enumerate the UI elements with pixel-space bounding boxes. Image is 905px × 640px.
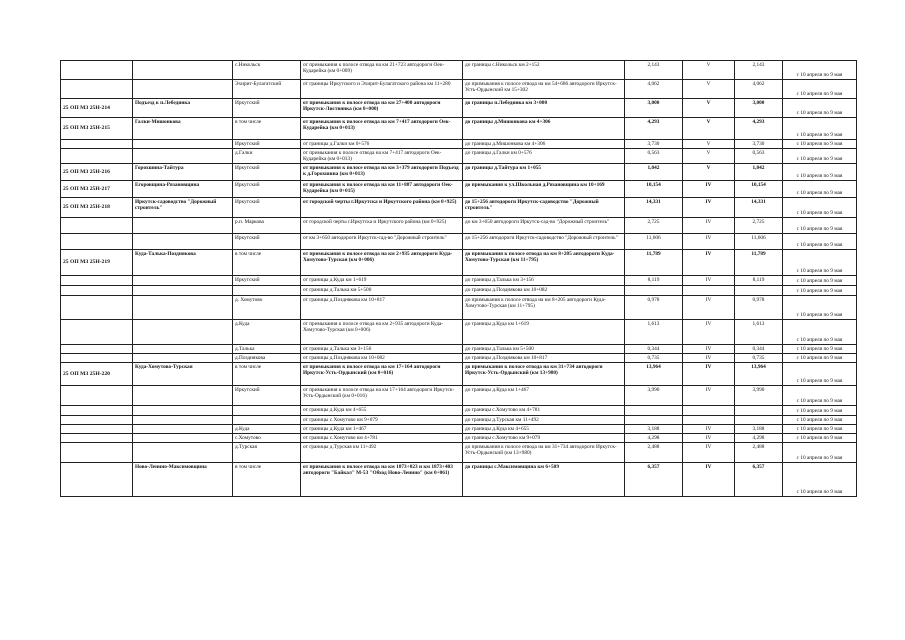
total-length-cell: 0,344 <box>735 345 783 354</box>
road-category-cell <box>683 286 735 296</box>
restriction-period-cell: с 10 апреля по 9 мая <box>783 463 857 497</box>
table-row <box>61 80 857 99</box>
district-cell: Иркутский <box>233 386 301 406</box>
road-category-cell: V <box>683 61 735 80</box>
table-row <box>61 434 857 443</box>
road-code-cell: 25 ОП МЗ 25Н-220 <box>61 363 133 386</box>
road-name-cell <box>133 416 233 425</box>
road-category-cell: IV <box>683 463 735 497</box>
restriction-period-cell: с 10 апреля по 9 мая <box>783 320 857 345</box>
length-km-cell <box>625 286 683 296</box>
road-category-cell: V <box>683 149 735 164</box>
road-name-cell <box>133 434 233 443</box>
segment-end-cell: до км 3+650 автодороги Иркутск-сад-во "Дорожный строитель" <box>463 218 625 234</box>
restriction-period-cell: с 10 апреля по 9 мая <box>783 99 857 118</box>
total-length-cell: 3,188 <box>735 425 783 434</box>
district-cell: р.п. Маркова <box>233 218 301 234</box>
segment-end-cell: до границы д.Куда км 4+655 <box>463 425 625 434</box>
road-name-cell <box>133 80 233 99</box>
table-row <box>61 416 857 425</box>
length-km-cell: 3,188 <box>625 425 683 434</box>
length-km-cell: 3,730 <box>625 140 683 149</box>
table-row <box>61 140 857 149</box>
total-length-cell: 2,725 <box>735 218 783 234</box>
restriction-period-cell: с 10 апреля по 9 мая <box>783 296 857 320</box>
segment-end-cell: до границы д.Галки км 0+576 <box>463 149 625 164</box>
length-km-cell: 2,143 <box>625 61 683 80</box>
segment-end-cell: до границы д.Куда км 1+467 <box>463 386 625 406</box>
road-name-cell <box>133 345 233 354</box>
total-length-cell: 2,488 <box>735 443 783 463</box>
length-km-cell: 0,344 <box>625 345 683 354</box>
segment-end-cell: до границы д.Тайтура км 1+055 <box>463 164 625 181</box>
road-category-cell: IV <box>683 296 735 320</box>
restriction-period-cell: с 10 апреля по 9 мая <box>783 286 857 296</box>
district-cell: в том числе <box>233 363 301 386</box>
district-cell: в том числе <box>233 463 301 497</box>
total-length-cell: 3,730 <box>735 140 783 149</box>
table-row <box>61 250 857 276</box>
segment-start-cell: от примыкания к полосе отвода на км 21+723 автодороги Оек-Кударейка (км 0+009) <box>301 61 463 80</box>
segment-end-cell: до границы с.Хомутово км 4+781 <box>463 406 625 416</box>
road-code-cell <box>61 425 133 434</box>
segment-start-cell: от примыкания к полосе отвода на км 11+887 автодороги Оек-Кударейка (км 0+015) <box>301 181 463 198</box>
road-category-cell: V <box>683 140 735 149</box>
segment-start-cell: от границы д.Талька км 5+500 <box>301 286 463 296</box>
table-row <box>61 443 857 463</box>
restriction-period-cell: с 10 апреля по 9 мая <box>783 198 857 218</box>
segment-end-cell: до 15+256 автодороги Иркутск-садоводство "Дорожный строитель" <box>463 234 625 250</box>
restriction-period-cell: с 10 апреля по 9 мая <box>783 425 857 434</box>
length-km-cell <box>625 416 683 425</box>
segment-start-cell: от городской черты г.Иркутска и Иркутского района (км 0+925) <box>301 218 463 234</box>
district-cell <box>233 416 301 425</box>
road-name-cell <box>133 276 233 286</box>
segment-start-cell: от границы д.Куда км 1+467 <box>301 425 463 434</box>
segment-start-cell: от границы д.Куда км 1+619 <box>301 276 463 286</box>
table-row <box>61 320 857 345</box>
road-code-cell <box>61 463 133 497</box>
length-km-cell: 6,357 <box>625 463 683 497</box>
segment-start-cell: от примыкания к полосе отвода на км 2+935 автодороги Куда-Хомутово-Турская (км 0+006) <box>301 320 463 345</box>
road-code-cell: 25 ОП МЗ 25Н-215 <box>61 118 133 140</box>
road-code-cell: 25 ОП МЗ 25Н-218 <box>61 198 133 218</box>
segment-end-cell: до границы д.Мишонкова км 4+306 <box>463 118 625 140</box>
segment-end-cell: до примыкания к полосе отвода на км 54+686 автодороги Иркутск-Усть-Ордынский км 15+302 <box>463 80 625 99</box>
total-length-cell <box>735 416 783 425</box>
restriction-period-cell: с 10 апреля по 9 мая <box>783 218 857 234</box>
district-cell: Иркутский <box>233 198 301 218</box>
restriction-period-cell: с 10 апреля по 9 мая <box>783 234 857 250</box>
total-length-cell: 1,613 <box>735 320 783 345</box>
length-km-cell: 2,488 <box>625 443 683 463</box>
length-km-cell: 2,725 <box>625 218 683 234</box>
total-length-cell: 11,789 <box>735 250 783 276</box>
total-length-cell: 8,119 <box>735 276 783 286</box>
road-category-cell <box>683 406 735 416</box>
length-km-cell: 3,990 <box>625 386 683 406</box>
length-km-cell <box>625 406 683 416</box>
road-category-cell: V <box>683 118 735 140</box>
road-name-cell: Подъезд к п.Лебединка <box>133 99 233 118</box>
restriction-period-cell: с 10 апреля по 9 мая <box>783 61 857 80</box>
segment-start-cell: от примыкания к полосе отвода на км 17+164 автодороги Иркутск-Усть-Ордынский (км 0+016) <box>301 363 463 386</box>
road-code-cell <box>61 345 133 354</box>
total-length-cell: 4,062 <box>735 80 783 99</box>
restriction-period-cell: с 10 апреля по 9 мая <box>783 354 857 363</box>
table-row <box>61 99 857 118</box>
segment-start-cell: от примыкания к полосе отвода на км 7+417 автодороги Оек-Кударейка (км 0+013) <box>301 118 463 140</box>
segment-end-cell: до границы д.Позднякова км 10+817 <box>463 354 625 363</box>
segment-start-cell: от примыкания к полосе отвода на км 2+935 автодороги Куда-Хомутово-Турская (км 0+006) <box>301 250 463 276</box>
road-name-cell <box>133 354 233 363</box>
road-category-cell: V <box>683 99 735 118</box>
road-name-cell: Ново-Ленино-Максимовщина <box>133 463 233 497</box>
segment-end-cell: до примыкания к полосе отвода на км 8+205 автодороги Куда-Хомутово-Турская (км 11+795) <box>463 296 625 320</box>
district-cell: в том числе <box>233 118 301 140</box>
total-length-cell: 13,964 <box>735 363 783 386</box>
segment-start-cell: от примыкания к полосе отвода на км 1873+023 и км 1873+403 автодороги "Байкал" М-53 "Обход Ново-Ленино" (км 0+061) <box>301 463 463 497</box>
total-length-cell: 14,331 <box>735 198 783 218</box>
total-length-cell <box>735 286 783 296</box>
road-code-cell <box>61 80 133 99</box>
road-category-cell: IV <box>683 425 735 434</box>
road-code-cell <box>61 354 133 363</box>
road-name-cell <box>133 443 233 463</box>
road-name-cell: Иркутск-садоводство "Дорожный строитель" <box>133 198 233 218</box>
district-cell: Иркутский <box>233 140 301 149</box>
district-cell: Иркутский <box>233 276 301 286</box>
road-name-cell <box>133 234 233 250</box>
restriction-period-cell: с 10 апреля по 9 мая <box>783 118 857 140</box>
length-km-cell: 10,154 <box>625 181 683 198</box>
segment-end-cell: до границы д.Мишонкова км 4+306 <box>463 140 625 149</box>
district-cell <box>233 286 301 296</box>
road-name-cell: Куда-Талька-Позднякова <box>133 250 233 276</box>
district-cell: д.Турская <box>233 443 301 463</box>
road-code-cell <box>61 320 133 345</box>
restriction-period-cell: с 10 апреля по 9 мая <box>783 149 857 164</box>
road-category-cell: IV <box>683 386 735 406</box>
road-name-cell <box>133 406 233 416</box>
road-name-cell <box>133 296 233 320</box>
road-code-cell: 25 ОП МЗ 25Н-214 <box>61 99 133 118</box>
table-row <box>61 181 857 198</box>
total-length-cell <box>735 406 783 416</box>
table-row <box>61 345 857 354</box>
road-category-cell <box>683 416 735 425</box>
restriction-period-cell: с 10 апреля по 9 мая <box>783 386 857 406</box>
road-code-cell: 25 ОП МЗ 25Н-219 <box>61 250 133 276</box>
road-code-cell <box>61 416 133 425</box>
table-row <box>61 286 857 296</box>
district-cell: с.Хомутово <box>233 434 301 443</box>
road-code-cell <box>61 434 133 443</box>
district-cell: д.Позднякова <box>233 354 301 363</box>
table-row <box>61 198 857 218</box>
road-name-cell <box>133 386 233 406</box>
road-category-cell: IV <box>683 181 735 198</box>
road-code-cell <box>61 149 133 164</box>
segment-end-cell: до границы д.Позднякова км 10+082 <box>463 286 625 296</box>
road-category-cell: IV <box>683 443 735 463</box>
table-row <box>61 61 857 80</box>
road-name-cell: Горохшина-Тайтура <box>133 164 233 181</box>
segment-start-cell: от границы Иркутского и Эхирит-Булагатского района км 11+280 <box>301 80 463 99</box>
road-code-cell <box>61 386 133 406</box>
segment-start-cell: от границы д.Позднякова км 10+082 <box>301 354 463 363</box>
district-cell: д.Куда <box>233 320 301 345</box>
road-category-cell: IV <box>683 276 735 286</box>
length-km-cell: 4,298 <box>625 434 683 443</box>
district-cell: с.Никольск <box>233 61 301 80</box>
road-category-cell: IV <box>683 320 735 345</box>
district-cell: в том числе <box>233 250 301 276</box>
total-length-cell: 0,735 <box>735 354 783 363</box>
road-code-cell <box>61 234 133 250</box>
road-category-cell: IV <box>683 198 735 218</box>
length-km-cell: 0,735 <box>625 354 683 363</box>
restriction-period-cell: с 10 апреля по 9 мая <box>783 363 857 386</box>
segment-start-cell: от границы д.Галки км 0+576 <box>301 140 463 149</box>
road-name-cell <box>133 149 233 164</box>
length-km-cell: 1,042 <box>625 164 683 181</box>
district-cell: д.Куда <box>233 425 301 434</box>
road-category-cell: IV <box>683 250 735 276</box>
restriction-period-cell: с 10 апреля по 9 мая <box>783 80 857 99</box>
road-name-cell <box>133 425 233 434</box>
total-length-cell: 6,357 <box>735 463 783 497</box>
road-category-cell: IV <box>683 354 735 363</box>
road-code-cell <box>61 218 133 234</box>
segment-end-cell: до примыкания к полосе отвода на км 31+734 автодороги Иркутск-Усть-Ордынский (км 13+980) <box>463 443 625 463</box>
district-cell: д. Хомутово <box>233 296 301 320</box>
segment-end-cell: до границы д.Талька км 3+156 <box>463 276 625 286</box>
road-name-cell <box>133 140 233 149</box>
road-restrictions-table <box>60 60 857 497</box>
length-km-cell: 0,978 <box>625 296 683 320</box>
length-km-cell: 11,606 <box>625 234 683 250</box>
segment-end-cell: до примыкания к полосе отвода на км 31+734 автодороги Иркутск-Усть-Ордынский (км 13+980) <box>463 363 625 386</box>
segment-start-cell: от границы д.Позднякова км 10+817 <box>301 296 463 320</box>
segment-end-cell: до границы д.Талька км 5+500 <box>463 345 625 354</box>
road-category-cell: IV <box>683 434 735 443</box>
segment-start-cell: от границы с.Хомутово км 4+781 <box>301 434 463 443</box>
restriction-period-cell: с 10 апреля по 9 мая <box>783 443 857 463</box>
length-km-cell: 4,062 <box>625 80 683 99</box>
segment-end-cell: до границы с.Никольск км 2+152 <box>463 61 625 80</box>
segment-end-cell: до границы д.Куда км 1+619 <box>463 320 625 345</box>
table-row <box>61 118 857 140</box>
road-category-cell: IV <box>683 345 735 354</box>
segment-end-cell: до границы с.Хомутово км 9+079 <box>463 434 625 443</box>
road-category-cell: IV <box>683 363 735 386</box>
segment-start-cell: от примыкания к полосе отвода на км 27+400 автодороги Иркутск-Листвянка (км 0+000) <box>301 99 463 118</box>
road-category-cell: V <box>683 80 735 99</box>
table-row <box>61 234 857 250</box>
table-row <box>61 425 857 434</box>
table-row <box>61 363 857 386</box>
restriction-period-cell: с 10 апреля по 9 мая <box>783 434 857 443</box>
total-length-cell: 3,990 <box>735 386 783 406</box>
district-cell: д.Галки <box>233 149 301 164</box>
district-cell: Эхирит-Булагатский <box>233 80 301 99</box>
total-length-cell: 1,042 <box>735 164 783 181</box>
road-code-cell <box>61 296 133 320</box>
road-category-cell: IV <box>683 218 735 234</box>
road-code-cell <box>61 406 133 416</box>
segment-start-cell: от км 3+650 автодороги Иркутск-сад-во "Дорожный строитель" <box>301 234 463 250</box>
road-code-cell: 25 ОП МЗ 25Н-216 <box>61 164 133 181</box>
road-code-cell <box>61 286 133 296</box>
total-length-cell: 3,000 <box>735 99 783 118</box>
table-row <box>61 406 857 416</box>
segment-end-cell: до примыкания к ул.Школьная д.Рязановщина км 10+169 <box>463 181 625 198</box>
total-length-cell: 0,563 <box>735 149 783 164</box>
segment-end-cell: до границы п.Лебединка км 3+000 <box>463 99 625 118</box>
document-page <box>60 60 856 580</box>
segment-end-cell: до 15+256 автодороги Иркутск-садоводство "Дорожный строитель" <box>463 198 625 218</box>
segment-start-cell: от примыкания к полосе отвода на км 7+417 автодороги Оек-Кударейка (км 0+013) <box>301 149 463 164</box>
district-cell: Иркутский <box>233 234 301 250</box>
segment-start-cell: от городской черты г.Иркутска и Иркутского района (км 0+925) <box>301 198 463 218</box>
length-km-cell: 14,331 <box>625 198 683 218</box>
table-row <box>61 296 857 320</box>
length-km-cell: 3,000 <box>625 99 683 118</box>
district-cell: Иркутский <box>233 181 301 198</box>
total-length-cell: 4,298 <box>735 434 783 443</box>
table-row <box>61 276 857 286</box>
district-cell <box>233 406 301 416</box>
length-km-cell: 11,789 <box>625 250 683 276</box>
road-name-cell: Егоровщина-Рязановщина <box>133 181 233 198</box>
segment-end-cell: до примыкания к полосе отвода на км 8+205 автодороги Куда-Хомутово-Турская (км 11+795) <box>463 250 625 276</box>
table-row <box>61 218 857 234</box>
table-row <box>61 149 857 164</box>
table-row <box>61 386 857 406</box>
total-length-cell: 4,293 <box>735 118 783 140</box>
segment-start-cell: от границы д.Талька км 3+156 <box>301 345 463 354</box>
restriction-period-cell: с 10 апреля по 9 мая <box>783 345 857 354</box>
road-name-cell <box>133 286 233 296</box>
road-name-cell <box>133 320 233 345</box>
road-name-cell <box>133 218 233 234</box>
segment-start-cell: от границы д.Куда км 4+655 <box>301 406 463 416</box>
segment-start-cell: от примыкания к полосе отвода на км 3+379 автодороги Подъезд к д.Горохшина (км 0+013) <box>301 164 463 181</box>
total-length-cell: 10,154 <box>735 181 783 198</box>
total-length-cell: 0,978 <box>735 296 783 320</box>
total-length-cell: 11,606 <box>735 234 783 250</box>
length-km-cell: 0,563 <box>625 149 683 164</box>
length-km-cell: 1,613 <box>625 320 683 345</box>
district-cell: Иркутский <box>233 164 301 181</box>
table-row <box>61 463 857 497</box>
segment-start-cell: от границы д.Турская км 11+492 <box>301 443 463 463</box>
table-row <box>61 164 857 181</box>
length-km-cell: 13,964 <box>625 363 683 386</box>
road-code-cell: 25 ОП МЗ 25Н-217 <box>61 181 133 198</box>
restriction-period-cell: с 10 апреля по 9 мая <box>783 140 857 149</box>
total-length-cell: 2,143 <box>735 61 783 80</box>
table-row <box>61 354 857 363</box>
restriction-period-cell: с 10 апреля по 9 мая <box>783 164 857 181</box>
road-category-cell: IV <box>683 234 735 250</box>
road-code-cell <box>61 61 133 80</box>
district-cell: Иркутский <box>233 99 301 118</box>
restriction-period-cell: с 10 апреля по 9 мая <box>783 250 857 276</box>
length-km-cell: 4,293 <box>625 118 683 140</box>
road-name-cell <box>133 61 233 80</box>
road-code-cell <box>61 276 133 286</box>
length-km-cell: 8,119 <box>625 276 683 286</box>
restriction-period-cell: с 10 апреля по 9 мая <box>783 276 857 286</box>
restriction-period-cell: с 10 апреля по 9 мая <box>783 406 857 416</box>
segment-end-cell: до границы с.Максимовщина км 6+509 <box>463 463 625 497</box>
restriction-period-cell: с 10 апреля по 9 мая <box>783 181 857 198</box>
segment-start-cell: от примыкания к полосе отвода на км 17+164 автодороги Иркутск-Усть-Ордынский (км 0+016) <box>301 386 463 406</box>
restriction-period-cell: с 10 апреля по 9 мая <box>783 416 857 425</box>
road-name-cell: Куда-Хомутово-Турская <box>133 363 233 386</box>
road-name-cell: Галки-Мишонкова <box>133 118 233 140</box>
road-code-cell <box>61 140 133 149</box>
segment-end-cell: до границы д.Турская км 11+492 <box>463 416 625 425</box>
segment-start-cell: от границы с.Хомутово км 9+079 <box>301 416 463 425</box>
road-category-cell: V <box>683 164 735 181</box>
road-code-cell <box>61 443 133 463</box>
district-cell: д.Талька <box>233 345 301 354</box>
